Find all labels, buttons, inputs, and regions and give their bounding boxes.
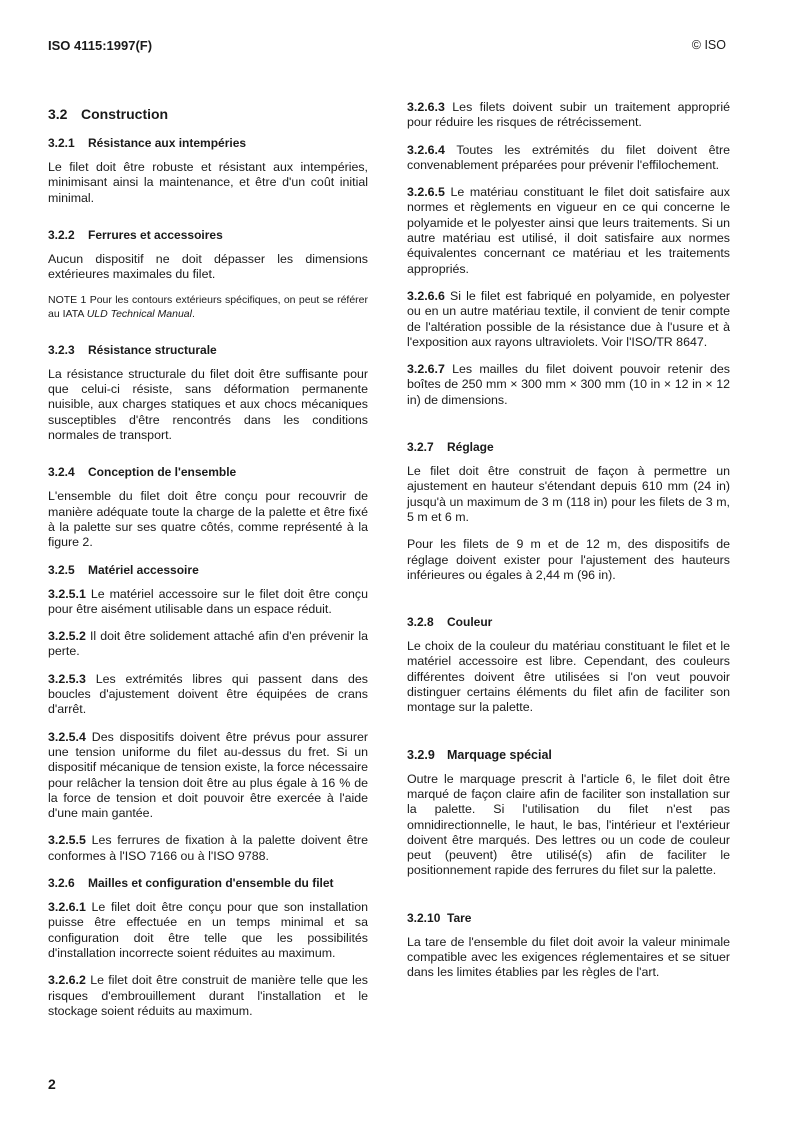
clause-text: Le filet doit être construit de manière telle que les risques d'embrouillement durant l'installation et le stockage soient réduits au maximum. (48, 973, 368, 1018)
subsection-heading-3-2-3 (48, 343, 368, 357)
subsection-heading-3-2-2 (48, 228, 368, 242)
subsection-heading-3-2-8 (407, 615, 730, 629)
clause-text: Les filets doivent subir un traitement approprié pour réduire les risques de rétrécissement. (407, 100, 730, 130)
note-1 (48, 294, 368, 320)
subsection-title: Résistance structurale (88, 342, 217, 357)
paragraph-3-2-1: Le filet doit être robuste et résistant aux intempéries, minimisant ainsi la maintenance, et être d'un coût initial minimal. (48, 160, 368, 205)
left-column (48, 100, 368, 1031)
clause-number: 3.2.6.5 (407, 185, 445, 200)
note-reference-title: ULD Technical Manual (86, 307, 192, 320)
clause-number: 3.2.5.2 (48, 629, 86, 644)
clause-text: Les extrémités libres qui passent dans des boucles d'ajustement doivent être équipées de crans d'arrêt. (48, 671, 368, 717)
subsection-heading-3-2-4 (48, 465, 368, 479)
subsection-number: 3.2.2 (48, 227, 75, 242)
clause-number: 3.2.6.3 (407, 100, 445, 114)
paragraph-3-2-6-7 (407, 362, 730, 408)
subsection-title: Mailles et configuration d'ensemble du filet (88, 876, 334, 891)
note-suffix: . (191, 307, 195, 320)
subsection-heading-3-2-1 (48, 136, 368, 150)
clause-number: 3.2.6.4 (407, 142, 445, 157)
clause-text: Si le filet est fabriqué en polyamide, en polyester ou en un autre matériau textile, il convient de tenir compte de l'altération possible de la résistance due à l'usure et à l'exposition aux rayons ultraviolets. Voir l'ISO/TR 8647. (407, 288, 730, 349)
paragraph-3-2-5-4 (48, 730, 368, 822)
clause-number: 3.2.5.3 (48, 671, 86, 686)
section-heading-3-2 (48, 106, 368, 122)
section-number: 3.2 (48, 106, 68, 122)
paragraph-3-2-10: La tare de l'ensemble du filet doit avoir la valeur minimale compatible avec les exigences réglementaires et se situer dans les limites établies par les règles de l'art. (407, 934, 730, 980)
clause-text: Il doit être solidement attaché afin d'en prévenir la perte. (48, 629, 368, 659)
right-column (407, 100, 730, 993)
subsection-heading-3-2-10 (407, 911, 730, 925)
subsection-number: 3.2.10 (407, 910, 441, 925)
subsection-heading-3-2-9 (407, 748, 730, 762)
paragraph-3-2-6-1 (48, 900, 368, 961)
clause-text: Les ferrures de fixation à la palette doivent être conformes à l'ISO 7166 ou à l'ISO 9788. (48, 833, 368, 863)
paragraph-3-2-6-6 (407, 289, 730, 350)
clause-text: Le matériel accessoire sur le filet doit être conçu pour être aisément utilisable dans un espace réduit. (48, 586, 368, 616)
subsection-number: 3.2.1 (48, 136, 75, 150)
subsection-title: Résistance aux intempéries (88, 136, 247, 150)
subsection-heading-3-2-7 (407, 440, 730, 454)
clause-number: 3.2.5.1 (48, 586, 86, 601)
page-number: 2 (48, 1076, 56, 1092)
subsection-heading-3-2-5 (48, 563, 368, 577)
subsection-number: 3.2.6 (48, 876, 75, 891)
clause-number: 3.2.6.1 (48, 900, 86, 915)
subsection-title: Ferrures et accessoires (88, 227, 223, 242)
clause-text: Le filet doit être conçu pour que son installation puisse être effectuée en un temps minimal et sa configuration doit être telle que les possibilités d'installation incorrecte soient réduites au maximum. (48, 900, 368, 960)
clause-number: 3.2.6.7 (407, 362, 445, 377)
subsection-title: Réglage (447, 440, 494, 455)
paragraph-3-2-2: Aucun dispositif ne doit dépasser les dimensions extérieures maximales du filet. (48, 251, 368, 282)
subsection-title: Marquage spécial (447, 747, 552, 762)
paragraph-3-2-5-1 (48, 587, 368, 618)
clause-text: Toutes les extrémités du filet doivent être convenablement préparées pour prévenir l'effilochement. (407, 142, 730, 172)
subsection-number: 3.2.7 (407, 440, 434, 455)
subsection-number: 3.2.4 (48, 465, 75, 480)
subsection-number: 3.2.3 (48, 342, 75, 357)
clause-number: 3.2.6.2 (48, 973, 86, 988)
paragraph-3-2-9: Outre le marquage prescrit à l'article 6, le filet doit être marqué de façon claire afin de faciliter son installation sur la palette. Si l'utilisation du filet n'est pas omnidirectionnelle, le haut, le bas, l'intérieur et l'extérieur doivent être marqués. Des lettres ou un code de couleur peut (peuvent) être utilisé(s) afin de faciliter le positionnement rapide des ferrures du filet sur la palette. (407, 771, 730, 878)
paragraph-3-2-4: L'ensemble du filet doit être conçu pour recouvrir de manière adéquate toute la charge de la palette et être fixé à la palette sur ses quatre côtés, comme représenté à la figure 2. (48, 489, 368, 550)
paragraph-3-2-5-3 (48, 672, 368, 718)
paragraph-3-2-7-b: Pour les filets de 9 m et de 12 m, des dispositifs de réglage doivent exister pour l'ajustement des hauteurs inférieures ou égales à 2,44 m (96 in). (407, 537, 730, 582)
paragraph-3-2-3: La résistance structurale du filet doit être suffisante pour que celui-ci résiste, sans déformation permanente nuisible, aux charges statiques et aux chocs mécaniques susceptibles d'être rencontrés dans les conditions normales de transport. (48, 366, 368, 443)
paragraph-3-2-5-5 (48, 833, 368, 864)
clause-text: Le matériau constituant le filet doit satisfaire aux normes et règlements en vigueur en ce qui concerne le polyamide et le polyester ainsi que leurs traitements. Si un autre matériau est utilisé, il doit satisfaire aux normes équivalentes concernant ce matériau et les traitements appropriés. (407, 185, 730, 276)
clause-text: Des dispositifs doivent être prévus pour assurer une tension uniforme du filet au-dessus du fret. Si un dispositif mécanique de tension existe, la force nécessaire pour relâcher la tension doit être au plus égale à 16 % de la force de tension et doit pouvoir être exercée à l'aide d'une main gantée. (48, 729, 368, 821)
paragraph-3-2-6-4 (407, 143, 730, 174)
paragraph-3-2-8: Le choix de la couleur du matériau constituant le filet et le matériel accessoire est libre. Cependant, des couleurs différentes doivent être utilisées si l'on veut pouvoir distinguer certains éléments du filet afin de faciliter son montage sur la palette. (407, 639, 730, 715)
subsection-number: 3.2.8 (407, 615, 434, 630)
clause-number: 3.2.5.4 (48, 729, 86, 744)
clause-number: 3.2.6.6 (407, 288, 445, 303)
subsection-heading-3-2-6 (48, 876, 368, 890)
paragraph-3-2-6-5 (407, 185, 730, 277)
subsection-title: Conception de l'ensemble (88, 465, 237, 480)
subsection-number: 3.2.9 (407, 747, 435, 762)
document-id: ISO 4115:1997(F) (48, 38, 153, 53)
subsection-title: Tare (447, 910, 472, 925)
paragraph-3-2-7-a: Le filet doit être construit de façon à permettre un ajustement en hauteur s'étendant depuis 610 mm (24 in) jusqu'à un maximum de 3 m (118 in) pour les filets de 3 m, 5 m et 6 m. (407, 464, 730, 524)
paragraph-3-2-5-2 (48, 629, 368, 660)
subsection-number: 3.2.5 (48, 562, 75, 577)
subsection-title: Matériel accessoire (88, 562, 199, 577)
note-text: NOTE 1 Pour les contours extérieurs spécifiques, on peut se référer au IATA (48, 294, 368, 320)
paragraph-3-2-6-2 (48, 973, 368, 1019)
subsection-title: Couleur (447, 615, 493, 630)
section-title: Construction (81, 106, 169, 122)
clause-text: Les mailles du filet doivent pouvoir retenir des boîtes de 250 mm × 300 mm × 300 mm (10 in × 12 in × 12 in) de dimensions. (407, 362, 730, 407)
copyright-notice: © ISO (691, 38, 726, 52)
paragraph-3-2-6-3 (407, 100, 730, 131)
clause-number: 3.2.5.5 (48, 833, 86, 848)
